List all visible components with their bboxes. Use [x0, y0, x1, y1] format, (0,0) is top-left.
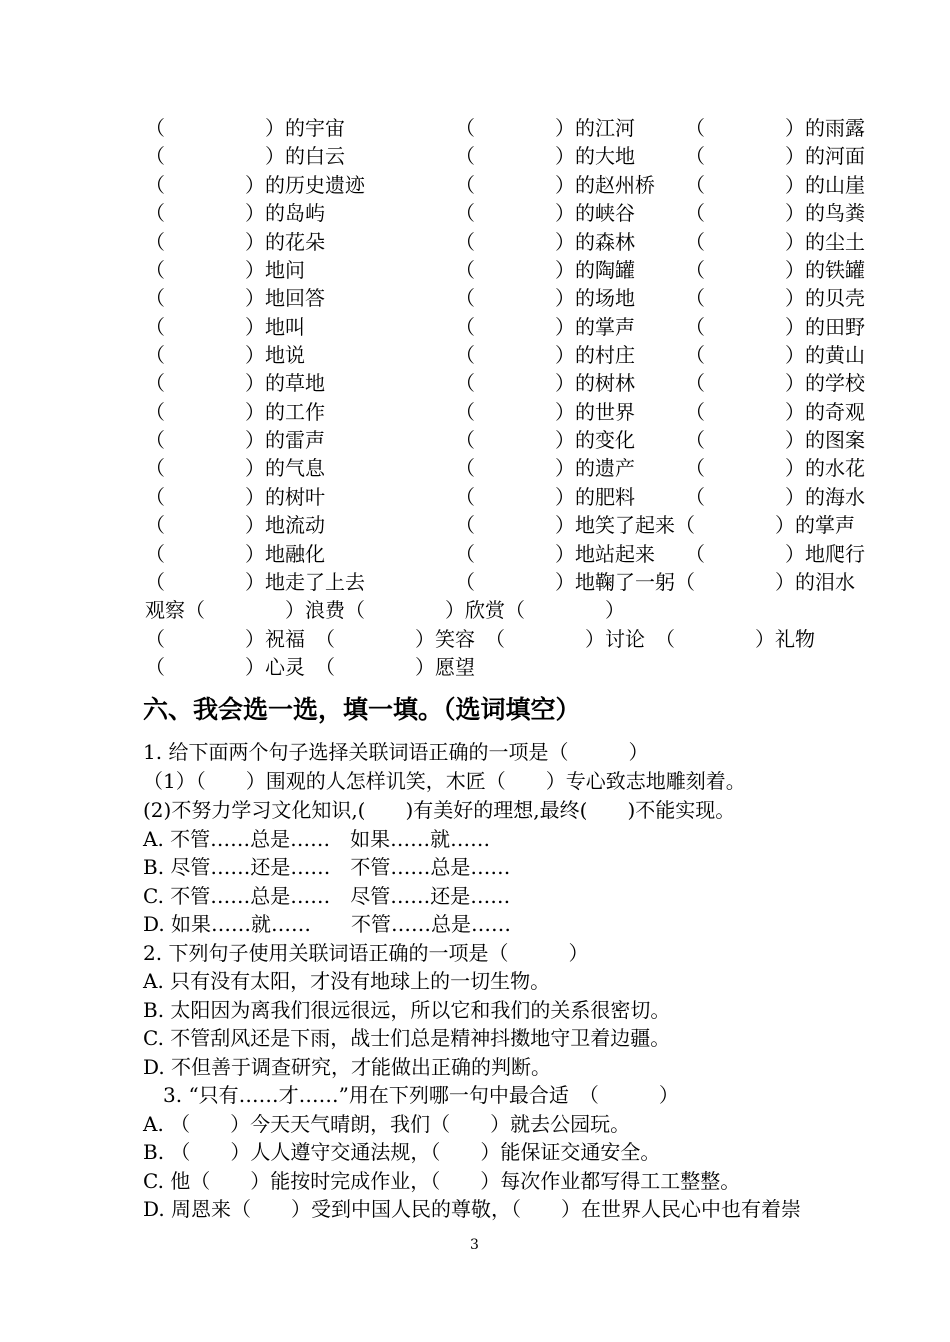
- fill-line-13: （ ）的气息 （ ）的遗产 （ ）的水花: [145, 456, 865, 480]
- fill-line-10: （ ）的草地 （ ）的树林 （ ）的学校: [145, 371, 865, 395]
- fill-line-2: （ ）的白云 （ ）的大地 （ ）的河面: [145, 144, 865, 168]
- fill-line-8: （ ）地叫 （ ）的掌声 （ ）的田野: [145, 315, 865, 339]
- question-1-option-b: B. 尽管……还是…… 不管……总是……: [143, 855, 511, 879]
- question-2-option-b: B. 太阳因为离我们很远很远，所以它和我们的关系很密切。: [143, 998, 671, 1022]
- fill-line-17: （ ）地走了上去 （ ）地鞠了一躬（ ）的泪水: [145, 570, 855, 594]
- question-2-option-a: A. 只有没有太阳，才没有地球上的一切生物。: [143, 969, 551, 993]
- question-2-option-c: C. 不管刮风还是下雨，战士们总是精神抖擞地守卫着边疆。: [143, 1026, 671, 1050]
- question-3-stem: 3. “只有……才……”用在下列哪一句中最合适 （ ）: [163, 1083, 679, 1107]
- fill-line-4: （ ）的岛屿 （ ）的峡谷 （ ）的鸟粪: [145, 201, 865, 225]
- fill-line-14: （ ）的树叶 （ ）的肥料 （ ）的海水: [145, 485, 865, 509]
- fill-line-15: （ ）地流动 （ ）地笑了起来（ ）的掌声: [145, 513, 855, 537]
- question-1-option-c: C. 不管……总是…… 尽管……还是……: [143, 884, 511, 908]
- fill-line-1: （ ）的宇宙 （ ）的江河 （ ）的雨露: [145, 116, 865, 140]
- question-1-sentence-1: （1）（ ）围观的人怎样讥笑，木匠（ ）专心致志地雕刻着。: [143, 769, 746, 793]
- question-3-option-c: C. 他（ ）能按时完成作业，（ ）每次作业都写得工工整整。: [143, 1169, 741, 1193]
- section-six-title: 六、我会选一选，填一填。（选词填空）: [143, 695, 581, 724]
- question-3-option-a: A. （ ）今天天气晴朗，我们（ ）就去公园玩。: [143, 1112, 631, 1136]
- fill-line-5: （ ）的花朵 （ ）的森林 （ ）的尘土: [145, 230, 865, 254]
- question-1-option-d: D. 如果……就…… 不管……总是……: [143, 912, 512, 936]
- fill-line-16: （ ）地融化 （ ）地站起来 （ ）地爬行: [145, 542, 865, 566]
- page-number: 3: [470, 1237, 479, 1253]
- fill-line-20: （ ）心灵 （ ）愿望: [145, 655, 475, 679]
- fill-line-12: （ ）的雷声 （ ）的变化 （ ）的图案: [145, 428, 865, 452]
- question-2-option-d: D. 不但善于调查研究，才能做出正确的判断。: [143, 1055, 552, 1079]
- fill-line-7: （ ）地回答 （ ）的场地 （ ）的贝壳: [145, 286, 865, 310]
- question-1-option-a: A. 不管……总是…… 如果……就……: [143, 827, 491, 851]
- question-1-stem: 1. 给下面两个句子选择关联词语正确的一项是（ ）: [143, 740, 649, 764]
- fill-line-11: （ ）的工作 （ ）的世界 （ ）的奇观: [145, 400, 865, 424]
- fill-line-18: 观察（ ）浪费（ ）欣赏（ ）: [145, 598, 625, 622]
- question-2-stem: 2. 下列句子使用关联词语正确的一项是（ ）: [143, 941, 589, 965]
- question-1-sentence-2: (2)不努力学习文化知识,( )有美好的理想,最终( )不能实现。: [143, 798, 736, 822]
- fill-line-19: （ ）祝福 （ ）笑容 （ ）讨论 （ ）礼物: [145, 627, 815, 651]
- fill-line-6: （ ）地问 （ ）的陶罐 （ ）的铁罐: [145, 258, 865, 282]
- fill-line-9: （ ）地说 （ ）的村庄 （ ）的黄山: [145, 343, 865, 367]
- question-3-option-d: D. 周恩来（ ）受到中国人民的尊敬，（ ）在世界人民心中也有着崇: [143, 1197, 802, 1221]
- question-3-option-b: B. （ ）人人遵守交通法规，（ ）能保证交通安全。: [143, 1140, 661, 1164]
- fill-line-3: （ ）的历史遗迹 （ ）的赵州桥 （ ）的山崖: [145, 173, 865, 197]
